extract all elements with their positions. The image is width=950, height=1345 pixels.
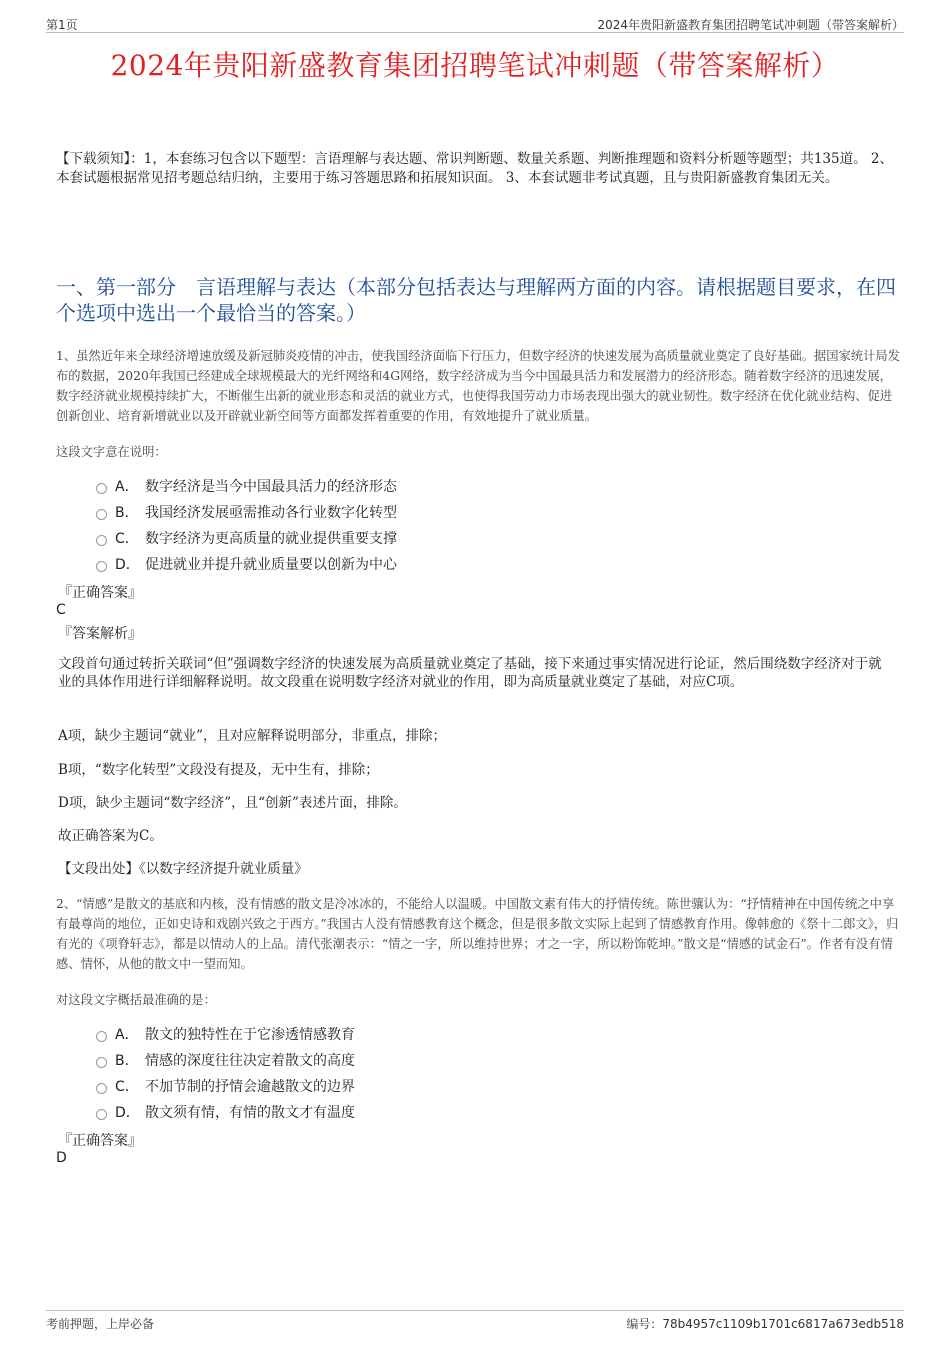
question-2-answer: D — [56, 1150, 67, 1166]
radio-icon[interactable] — [96, 1057, 107, 1068]
download-notice: 【下载须知】：1，本套练习包含以下题型：言语理解与表达题、常识判断题、数量关系题、判断推理题和资料分析题等题型；共135道。 2、本套试题根据常见招考题总结归纳，主要用于练习答题思路和拓展知识面。 3、本套试题非考试真题，且与贵阳新盛教育集团无关。 — [56, 151, 893, 186]
question-1-prompt: 这段文字意在说明： — [56, 445, 167, 459]
question-2-prompt: 对这段文字概括最准确的是： — [56, 993, 216, 1007]
question-1-analysis-para-1: 文段首句通过转折关联词“但”强调数字经济的快速发展为高质量就业奠定了基础，接下来通过事实情况进行论证，然后围绕数字经济对于就业的具体作用进行详细解释说明。故文段重在说明数字经济对就业的作用，即为高质量就业奠定了基础，对应C项。 — [58, 656, 882, 690]
question-2-option-c[interactable]: C． 不加节制的抒情会逾越散文的边界 — [96, 1073, 355, 1099]
question-2-text: 2、“情感”是散文的基底和内核，没有情感的散文是冷冰冰的，不能给人以温暖。中国散文素有伟大的抒情传统。陈世骧认为：“抒情精神在中国传统之中享有最尊尚的地位，正如史诗和戏剧兴致之于西方。”我国古人没有情感教育这个概念，但是很多散文实际上起到了情感教育作用。像韩愈的《祭十二郎文》，归有光的《项脊轩志》，都是以情动人的上品。清代张潮表示：“情之一字，所以维持世界；才之一字，所以粉饰乾坤。”散文是“情感的试金石”。作者有没有情感、情怀，从他的散文中一望而知。 — [56, 897, 899, 971]
radio-icon[interactable] — [96, 1031, 107, 1042]
question-1-options — [96, 473, 397, 577]
question-1-analysis-para-2: A项，缺少主题词“就业”，且对应解释说明部分，非重点，排除； — [58, 728, 447, 744]
question-1-analysis-para-4: D项，缺少主题词“数字经济”，且“创新”表述片面，排除。 — [58, 795, 407, 811]
question-2-option-a[interactable]: A． 散文的独特性在于它渗透情感教育 — [96, 1021, 355, 1047]
question-2-option-d[interactable]: D． 散文须有情，有情的散文才有温度 — [96, 1099, 355, 1125]
footer-slogan: 考前押题，上岸必备 — [46, 1317, 155, 1331]
question-2-option-b[interactable]: B． 情感的深度往往决定着散文的高度 — [96, 1047, 355, 1073]
question-1-option-a[interactable]: A． 数字经济是当今中国最具活力的经济形态 — [96, 473, 397, 499]
page-header — [46, 14, 904, 33]
question-1-analysis-para-5: 故正确答案为C。 — [58, 828, 163, 844]
radio-icon[interactable] — [96, 1083, 107, 1094]
question-1-answer-label: 『正确答案』 — [58, 585, 142, 601]
radio-icon[interactable] — [96, 483, 107, 494]
question-1-option-d[interactable]: D． 促进就业并提升就业质量要以创新为中心 — [96, 551, 397, 577]
radio-icon[interactable] — [96, 1109, 107, 1120]
document-title: 2024年贵阳新盛教育集团招聘笔试冲刺题（带答案解析） — [110, 49, 840, 82]
header-doc-title: 2024年贵阳新盛教育集团招聘笔试冲刺题（带答案解析） — [597, 18, 904, 32]
question-2-answer-label: 『正确答案』 — [58, 1133, 142, 1149]
radio-icon[interactable] — [96, 509, 107, 520]
question-1-analysis-label: 『答案解析』 — [58, 626, 142, 642]
question-1-option-c[interactable]: C． 数字经济为更高质量的就业提供重要支撑 — [96, 525, 397, 551]
radio-icon[interactable] — [96, 535, 107, 546]
radio-icon[interactable] — [96, 561, 107, 572]
question-1-option-b[interactable]: B． 我国经济发展亟需推动各行业数字化转型 — [96, 499, 397, 525]
question-1-analysis-para-3: B项，“数字化转型”文段没有提及，无中生有，排除； — [58, 762, 379, 778]
page-number: 第1页 — [46, 18, 78, 32]
question-1-text: 1、虽然近年来全球经济增速放缓及新冠肺炎疫情的冲击，使我国经济面临下行压力，但数字经济的快速发展为高质量就业奠定了良好基础。据国家统计局发布的数据，2020年我国已经建成全球规模最大的光纤网络和4G网络，数字经济成为当今中国最具活力和发展潜力的经济形态。随着数字经济的迅速发展，数字经济就业规模持续扩大，不断催生出新的就业形态和灵活的就业方式，也使得我国劳动力市场表现出强大的就业韧性。数字经济在优化就业结构、促进创新创业、培育新增就业以及开辟就业新空间等方面都发挥着重要的作用，有效地提升了就业质量。 — [56, 349, 901, 423]
footer-code: 编号：78b4957c1109b1701c6817a673edb518 — [626, 1317, 904, 1331]
question-2-options — [96, 1021, 355, 1125]
question-1-answer: C — [56, 602, 66, 618]
page-footer — [46, 1310, 904, 1331]
section-title: 一、第一部分 言语理解与表达（本部分包括表达与理解两方面的内容。请根据题目要求，在四个选项中选出一个最恰当的答案。） — [56, 275, 896, 325]
question-1-source: 【文段出处】《以数字经济提升就业质量》 — [58, 861, 308, 877]
